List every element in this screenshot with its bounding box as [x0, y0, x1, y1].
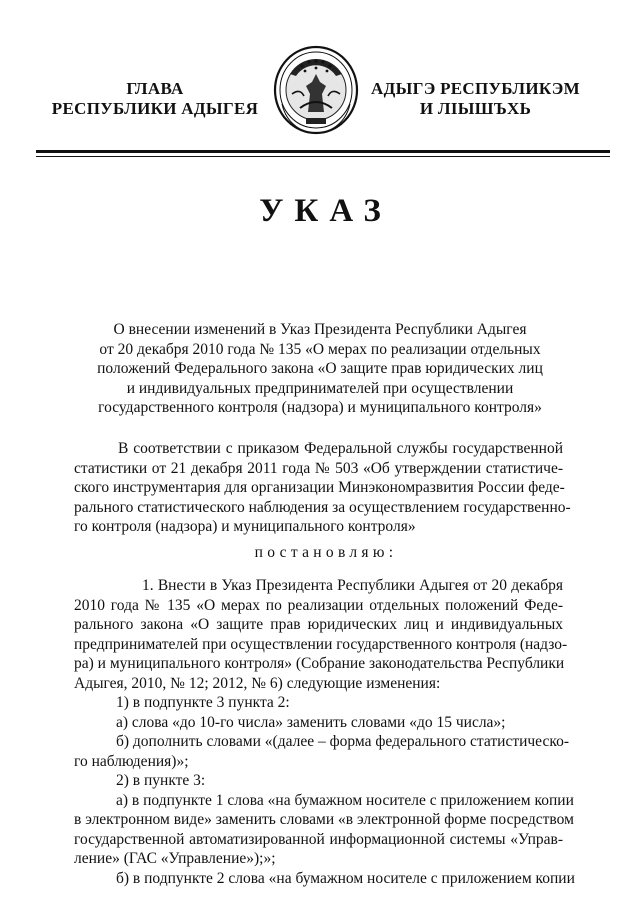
header-left-line: РЕСПУБЛИКИ АДЫГЕЯ [51, 99, 259, 118]
preamble-line: ского инструментария для организации Минэкономразвития России феде- [74, 479, 565, 496]
body-line: б) дополнить словами «(далее – форма федерального статистическо- [116, 733, 569, 750]
header-right-line: И ЛІЫШЪХЬ [419, 99, 532, 118]
body-line: в электронном виде» заменить словами «в электронной форме посредством [74, 811, 574, 828]
body-line: го наблюдения)»; [74, 752, 189, 770]
subject-line: О внесении изменений в Указ Президента Республики Адыгея [113, 321, 527, 338]
body-line: б) в подпункте 2 слова «на бумажном носителе с приложением копии [116, 869, 575, 887]
subject-line: положений Федерального закона «О защите прав юридических лиц [97, 360, 543, 377]
body-line: 2) в пункте 3: [116, 772, 206, 789]
body-line: а) в подпункте 1 слова «на бумажном носителе с приложением копии [116, 791, 574, 809]
body-line: государственной автоматизированной информационной системы «Управ- [74, 830, 563, 848]
header-divider-thick [36, 150, 610, 153]
subject-line: от 20 декабря 2010 года № 135 «О мерах по реализации отдельных [99, 340, 541, 358]
body-line: ра) и муниципального контроля» (Собрание законодательства Республики [74, 655, 565, 672]
header-left-title [40, 79, 270, 119]
body-line: 1) в подпункте 3 пункта 2: [116, 694, 290, 711]
header-left-line: ГЛАВА [126, 79, 184, 98]
preamble-line: рального статистического наблюдения за осуществлением государственно- [74, 498, 571, 516]
body-line: предпринимателей при осуществлении государственного контроля (надзо- [74, 635, 568, 653]
header-right-line: АДЫГЭ РЕСПУБЛИКЭМ [371, 79, 580, 98]
decree-body [74, 576, 575, 888]
coat-of-arms-emblem [272, 44, 360, 136]
header-divider-thin [36, 156, 610, 157]
preamble-line: статистики от 21 декабря 2011 года № 503 «Об утверждении статистиче- [74, 459, 563, 477]
body-line: 2010 года № 135 «О мерах по реализации отдельных положений Феде- [74, 596, 563, 614]
subject-line: и индивидуальных предпринимателей при осуществлении [126, 379, 514, 397]
body-line: 1. Внести в Указ Президента Республики Адыгея от 20 декабря [142, 577, 563, 594]
body-line: а) слова «до 10-го числа» заменить словами «до 15 числа»; [116, 713, 506, 731]
header-right-title [368, 79, 583, 119]
subject-line: государственного контроля (надзора) и муниципального контроля» [98, 399, 542, 416]
body-line: рального закона «О защите прав юридических лиц и индивидуальных [74, 616, 563, 633]
preamble-line: го контроля (надзора) и муниципального контроля» [74, 518, 416, 535]
document-title: УКАЗ [259, 193, 392, 229]
resolve-heading: постановляю: [254, 544, 398, 561]
body-line: ление» (ГАС «Управление»);»; [74, 850, 276, 867]
decree-subject [60, 320, 580, 418]
preamble-line: В соответствии с приказом Федеральной службы государственной [118, 440, 563, 457]
body-line: Адыгея, 2010, № 12; 2012, № 6) следующие изменения: [74, 674, 441, 692]
preamble-paragraph [74, 439, 571, 537]
